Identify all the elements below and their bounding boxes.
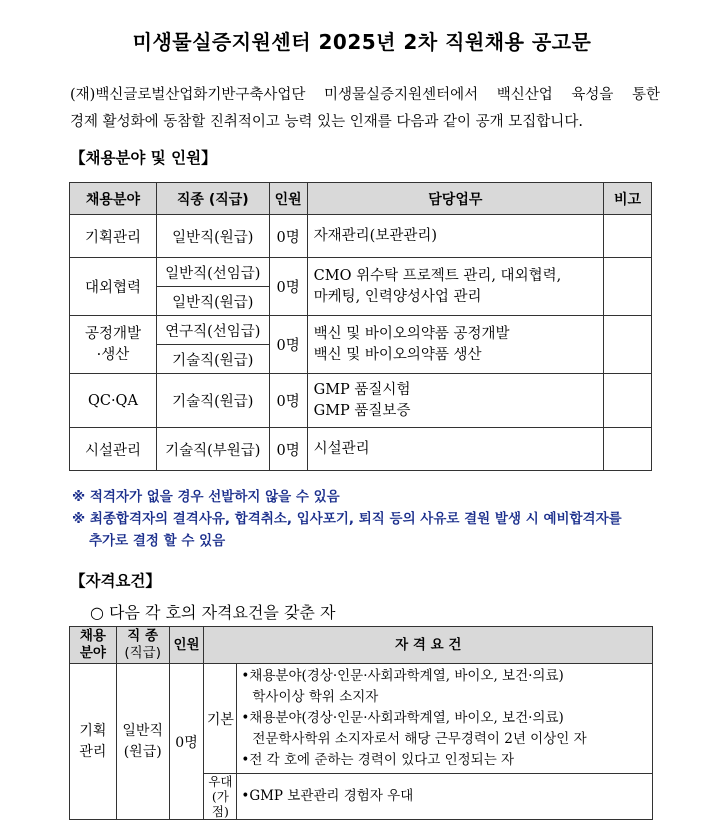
position-cell: 일반직(원급) (156, 287, 269, 316)
header-field (70, 627, 117, 664)
header-field: 채용분야 (70, 183, 157, 215)
header-line: 채용 (79, 628, 106, 644)
requirement-line: •채용분야(경상·인문·사회과학계열, 바이오, 보건·의료) (241, 710, 564, 726)
table-row (70, 316, 652, 345)
duties-cell: 자재관리(보관관리) (307, 215, 603, 258)
count-cell: 0명 (269, 428, 307, 471)
note-line: ※ 최종합격자의 결격사유, 합격취소, 입사포기, 퇴직 등의 사유로 결원 발생 시 예비합격자를 (72, 511, 622, 527)
duty-line: 백신 및 바이오의약품 공정개발 (313, 325, 510, 342)
basic-requirements (237, 664, 653, 774)
header-requirements: 자 격 요 건 (204, 627, 653, 664)
field-cell: 기획관리 (70, 215, 157, 258)
note-cell (604, 316, 652, 374)
requirement-line: •전 각 호에 준하는 경력이 있다고 인정되는 자 (241, 752, 515, 768)
table-row (70, 664, 653, 774)
duties-cell: 시설관리 (307, 428, 603, 471)
table-row (70, 374, 652, 428)
preference-requirements: •GMP 보관관리 경험자 우대 (237, 774, 653, 820)
field-cell (70, 316, 157, 374)
header-position (116, 627, 169, 664)
count-cell: 0명 (169, 664, 204, 820)
count-cell: 0명 (269, 374, 307, 428)
note-cell (604, 374, 652, 428)
note-line: ※ 적격자가 없을 경우 선발하지 않을 수 있음 (72, 489, 340, 505)
note-cell (604, 258, 652, 316)
table-row (70, 428, 652, 471)
preference-label (204, 774, 237, 820)
field-line: 공정개발 (84, 325, 141, 342)
count-cell: 0명 (269, 258, 307, 316)
note-cell (604, 215, 652, 258)
requirement-line: 전문학사학위 소지자로서 해당 근무경력이 2년 이상인 자 (252, 731, 587, 747)
section-heading-recruitment: 【채용분야 및 인원】 (70, 149, 217, 167)
header-count: 인원 (169, 627, 204, 664)
header-note: 비고 (604, 183, 652, 215)
position-line: (원급) (123, 743, 162, 760)
table-header-row (70, 627, 653, 664)
position-cell: 일반직(선임급) (156, 258, 269, 287)
label-line: 우대 (208, 774, 233, 789)
field-line: 기획 (79, 722, 107, 739)
recruitment-table (69, 182, 652, 471)
duties-cell (307, 258, 603, 316)
requirement-line: 학사이상 학위 소지자 (252, 689, 379, 705)
header-line: (직급) (124, 645, 161, 661)
duties-cell (307, 374, 603, 428)
duty-line: 백신 및 바이오의약품 생산 (313, 346, 482, 363)
field-cell: 시설관리 (70, 428, 157, 471)
intro-paragraph (70, 82, 660, 136)
table-row (70, 215, 652, 258)
note-cell (604, 428, 652, 471)
duty-line: 마케팅, 인력양성사업 관리 (313, 288, 482, 305)
duties-cell (307, 316, 603, 374)
position-cell: 연구직(선임급) (156, 316, 269, 345)
label-line: (가점) (211, 789, 229, 819)
table-header-row (70, 183, 652, 215)
position-cell (116, 664, 169, 820)
page-title: 미생물실증지원센터 2025년 2차 직원채용 공고문 (132, 30, 592, 54)
table-row (70, 258, 652, 287)
basic-label: 기본 (204, 664, 237, 774)
intro-line: 경제 활성화에 동참할 진취적이고 능력 있는 인재를 다음과 같이 공개 모집합니다. (70, 114, 583, 130)
position-cell: 기술직(원급) (156, 345, 269, 374)
field-cell (70, 664, 117, 820)
section-heading-qualifications: 【자격요건】 (70, 572, 161, 590)
position-cell: 기술직(원급) (156, 374, 269, 428)
header-position: 직종 (직급) (156, 183, 269, 215)
field-cell: 대외협력 (70, 258, 157, 316)
position-line: 일반직 (122, 722, 163, 739)
count-cell: 0명 (269, 316, 307, 374)
header-count: 인원 (269, 183, 307, 215)
header-line: 분야 (79, 645, 106, 661)
notes-block (72, 486, 672, 552)
count-cell: 0명 (269, 215, 307, 258)
field-cell: QC·QA (70, 374, 157, 428)
position-cell: 일반직(원급) (156, 215, 269, 258)
field-line: ·생산 (96, 346, 130, 363)
duty-line: GMP 품질보증 (313, 402, 411, 419)
duty-line: CMO 위수탁 프로젝트 관리, 대외협력, (313, 267, 562, 284)
header-line: 직 종 (127, 628, 159, 644)
qualification-table (69, 626, 653, 820)
position-cell: 기술직(부원급) (156, 428, 269, 471)
condition-line: ○ 다음 각 호의 자격요건을 갖춘 자 (90, 603, 336, 622)
duty-line: GMP 품질시험 (313, 381, 411, 398)
header-duties: 담당업무 (307, 183, 603, 215)
intro-line: (재)백신글로벌산업화기반구축사업단 미생물실증지원센터에서 백신산업 육성을 통한 (70, 87, 660, 103)
note-line: 추가로 결정 할 수 있음 (89, 533, 226, 549)
field-line: 관리 (79, 743, 107, 760)
requirement-line: •채용분야(경상·인문·사회과학계열, 바이오, 보건·의료) (241, 668, 564, 684)
